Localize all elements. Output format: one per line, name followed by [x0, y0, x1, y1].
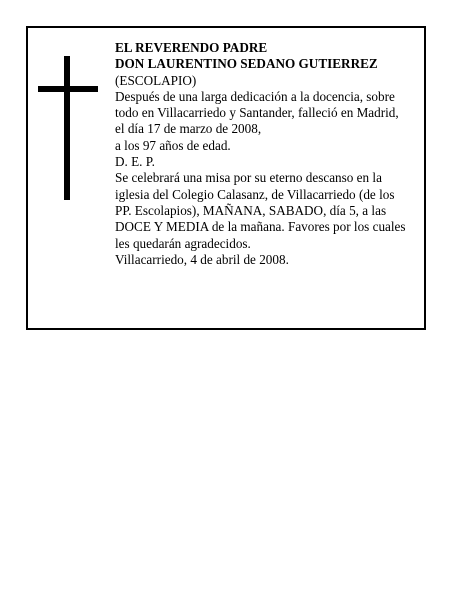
notice-age: a los 97 años de edad. — [115, 137, 231, 153]
obituary-notice — [26, 26, 426, 330]
notice-religious-order: (ESCOLAPIO) — [115, 72, 197, 88]
cross-horizontal-bar — [38, 86, 98, 92]
notice-title-name: DON LAURENTINO SEDANO GUTIERREZ — [115, 56, 378, 72]
latin-cross-icon — [38, 56, 98, 200]
notice-death-date: el día 17 de marzo de 2008, — [115, 121, 262, 137]
notice-rip: D. E. P. — [115, 154, 155, 170]
notice-body-line: Después de una larga dedicación a la docencia, sobre — [115, 88, 395, 104]
notice-text — [115, 40, 420, 268]
notice-body-line: iglesia del Colegio Calasanz, de Villacarriedo (de los — [115, 186, 395, 202]
notice-title-line-1: EL REVERENDO PADRE — [115, 40, 268, 55]
notice-body-line: Se celebrará una misa por su eterno descanso en la — [115, 170, 382, 186]
notice-body-line: PP. Escolapios), MAÑANA, SABADO, día 5, a las — [115, 202, 387, 218]
notice-body-line: todo en Villacarriedo y Santander, falleció en Madrid, — [115, 105, 399, 121]
cross-vertical-bar — [64, 56, 70, 200]
notice-place-date: Villacarriedo, 4 de abril de 2008. — [115, 251, 289, 267]
notice-body-line: DOCE Y MEDIA de la mañana. Favores por los cuales — [115, 219, 406, 235]
notice-body-line: les quedarán agradecidos. — [115, 235, 251, 251]
